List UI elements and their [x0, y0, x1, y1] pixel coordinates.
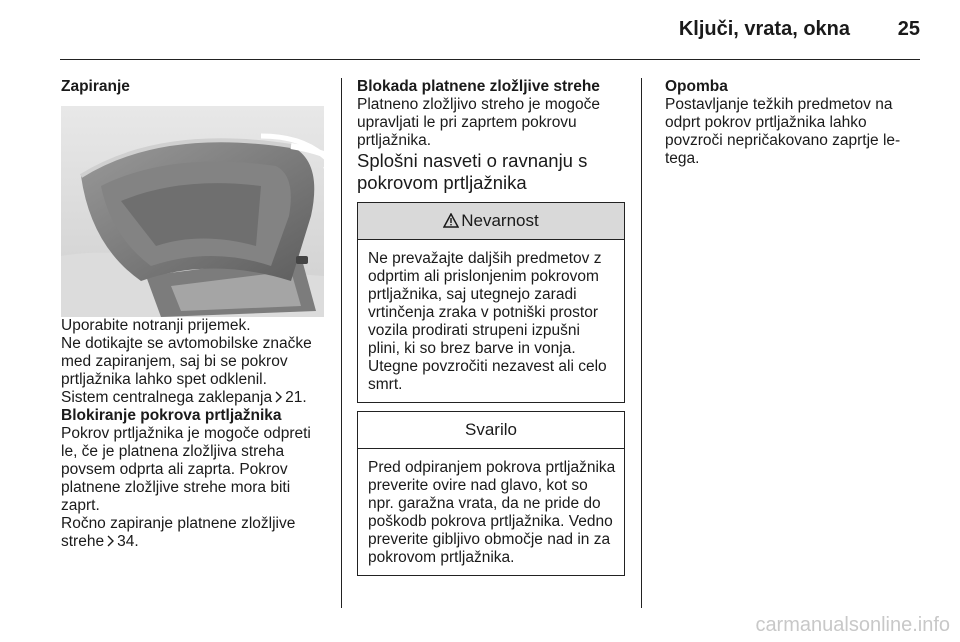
- column-divider: [641, 78, 642, 608]
- danger-box-header: [358, 203, 624, 240]
- paragraph: Platneno zložljivo streho je mogoče upravljati le pri zaprtem pokrovu prtljažnika.: [357, 96, 600, 149]
- danger-box: [357, 202, 625, 403]
- paragraph: Pokrov prtljažnika je mogoče odpreti le, če je platnena zložljiva streha povsem odprta ali zaprta. Pokrov platnene zložljive strehe mora biti zaprt.: [61, 425, 311, 514]
- column-3: [665, 78, 921, 168]
- section-heading-closing: Zapiranje: [61, 78, 130, 95]
- subheading-lock: Blokiranje pokrova prtljažnika: [61, 407, 282, 424]
- caution-box: [357, 411, 625, 576]
- column-1: [61, 78, 329, 551]
- header-rule: [60, 59, 920, 60]
- caution-title: Svarilo: [358, 412, 624, 449]
- subheading-roof-lock: Blokada platnene zložljive strehe: [357, 78, 600, 95]
- page-header-title: Ključi, vrata, okna: [678, 18, 850, 40]
- paragraph-text: Sistem centralnega zaklepanja: [61, 389, 273, 406]
- page-reference-arrow-icon: [106, 535, 115, 547]
- paragraph-with-reference: [61, 515, 329, 551]
- caution-body: Pred odpiranjem pokrova prtljažnika preverite ovire nad glavo, kot so npr. garažna vrata, da ne pride do poškodb pokrova prtljažnika. Vedno preverite gibljivo območje nad in za pokrovom prtljažnika.: [368, 459, 616, 566]
- paragraph: Postavljanje težkih predmetov na odprt pokrov prtljažnika lahko povzroči nepričakovano zaprtje le-tega.: [665, 96, 901, 167]
- warning-triangle-icon: [443, 213, 459, 228]
- paragraph-text: Ročno zapiranje platnene zložljive strehe: [61, 515, 296, 550]
- paragraph: Ne dotikajte se avtomobilske značke med zapiranjem, saj bi se pokrov prtljažnika lahko spet odklenil.: [61, 335, 312, 388]
- danger-body: Ne prevažajte daljših predmetov z odprtim ali prislonjenim pokrovom prtljažnika, saj utegnejo zaradi vrtinčenja zraka v potniški prostor vozila prodirati strupeni izpušni plini, ki so brez barve in vonja. Utegne povzročiti nezavest ali celo smrt.: [368, 250, 607, 393]
- page-reference[interactable]: 21.: [285, 389, 307, 406]
- page-reference-arrow-icon: [274, 391, 283, 403]
- section-heading-general-tips: Splošni nasveti o ravnanju s pokrovom prtljažnika: [357, 150, 588, 193]
- watermark: carmanualsonline.info: [755, 614, 950, 636]
- paragraph: Uporabite notranji prijemek.: [61, 317, 251, 334]
- danger-title: Nevarnost: [461, 211, 539, 230]
- paragraph-with-reference: [61, 389, 329, 407]
- page-number: 25: [897, 18, 920, 40]
- subheading-note: Opomba: [665, 78, 728, 95]
- column-2: [357, 78, 625, 576]
- page-reference[interactable]: 34.: [117, 533, 139, 550]
- column-divider: [341, 78, 342, 608]
- trunk-lid-photo: [61, 106, 324, 317]
